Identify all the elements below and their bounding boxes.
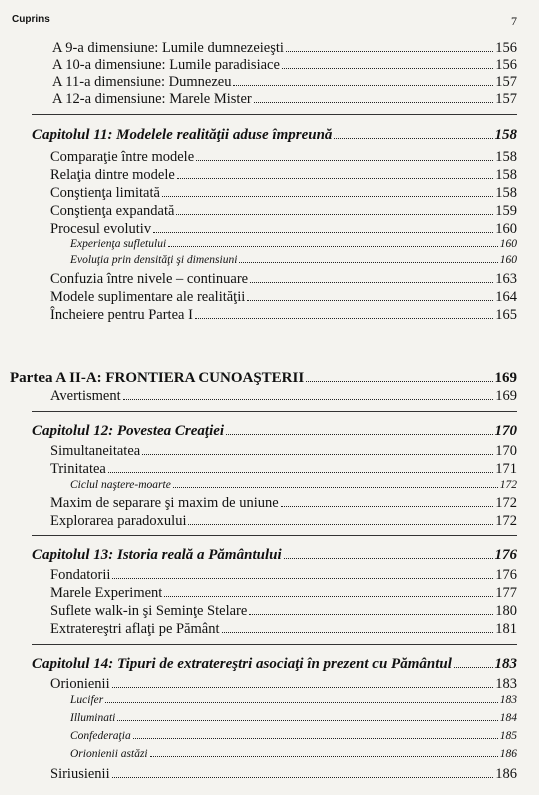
dot-leader <box>195 318 493 319</box>
toc-entry-title: Orionienii astăzi <box>70 748 148 760</box>
toc-entry[interactable] <box>50 289 517 306</box>
toc-entry-page: 186 <box>495 766 517 782</box>
toc-entry[interactable] <box>50 203 517 220</box>
toc-entry-title: Capitolul 14: Tipuri de extratereştri asociaţi în prezent cu Pământul <box>32 656 452 672</box>
toc-entry-title: Trinitatea <box>50 461 106 477</box>
dot-leader <box>153 232 493 233</box>
toc-entry[interactable] <box>50 676 517 693</box>
toc-subentry[interactable] <box>70 694 517 706</box>
toc-entry-page: 158 <box>495 149 517 165</box>
dot-leader <box>282 68 493 69</box>
toc-entry-page: 172 <box>495 513 517 529</box>
section-divider <box>32 535 517 536</box>
toc-entry[interactable] <box>50 513 517 530</box>
toc-entry[interactable] <box>50 149 517 166</box>
toc-entry-title: Siriusienii <box>50 766 110 782</box>
toc-entry-title: Confuzia între nivele – continuare <box>50 271 249 287</box>
toc-entry-page: 165 <box>495 307 517 323</box>
dot-leader <box>162 196 493 197</box>
toc-entry-title: Capitolul 11: Modelele realităţii aduse împreună <box>32 127 333 143</box>
toc-entry-title: Lucifer <box>70 694 104 706</box>
page-number: 7 <box>511 14 517 28</box>
dot-leader <box>306 381 492 382</box>
section-divider <box>32 411 517 412</box>
dot-leader <box>249 614 493 615</box>
toc-entry-title: Procesul evolutiv <box>50 221 152 237</box>
toc-entry-page: 159 <box>495 203 517 219</box>
toc-entry[interactable] <box>52 74 517 91</box>
toc-entry[interactable] <box>50 221 517 238</box>
dot-leader <box>281 506 494 507</box>
toc-entry-title: Conştienţa limitată <box>50 185 160 201</box>
toc-entry-title: A 12-a dimensiune: Marele Mister <box>52 91 252 107</box>
dot-leader <box>188 524 493 525</box>
dot-leader <box>164 596 493 597</box>
toc-entry-page: 180 <box>495 603 517 619</box>
toc-entry-page: 160 <box>495 221 517 237</box>
dot-leader <box>112 687 494 688</box>
dot-leader <box>173 487 498 488</box>
toc-subentry[interactable] <box>70 238 517 250</box>
toc-entry[interactable] <box>52 40 517 57</box>
dot-leader <box>254 102 494 103</box>
dot-leader <box>108 472 493 473</box>
dot-leader <box>247 300 493 301</box>
toc-entry-page: 185 <box>499 730 517 742</box>
toc-entry-page: 157 <box>495 74 517 90</box>
toc-chapter-entry[interactable] <box>32 656 517 673</box>
toc-entry-page: 183 <box>494 656 517 672</box>
dot-leader <box>142 454 493 455</box>
toc-entry-page: 181 <box>495 621 517 637</box>
toc-entry-page: 169 <box>495 388 517 404</box>
toc-entry-page: 170 <box>494 423 517 439</box>
toc-entry-page: 164 <box>495 289 517 305</box>
dot-leader <box>196 160 493 161</box>
toc-subentry[interactable] <box>70 730 517 742</box>
toc-entry[interactable] <box>50 443 517 460</box>
toc-entry-page: 177 <box>495 585 517 601</box>
toc-entry-page: 157 <box>495 91 517 107</box>
toc-entry[interactable] <box>50 495 517 512</box>
toc-entry[interactable] <box>50 388 517 405</box>
dot-leader <box>112 578 493 579</box>
dot-leader <box>105 702 498 703</box>
toc-entry-page: 169 <box>494 370 517 386</box>
toc-entry-page: 158 <box>495 185 517 201</box>
toc-entry[interactable] <box>50 621 517 638</box>
toc-entry-title: Avertisment <box>50 388 121 404</box>
toc-entry-page: 158 <box>494 127 517 143</box>
toc-chapter-entry[interactable] <box>32 423 517 440</box>
toc-entry-page: 176 <box>494 547 517 563</box>
dot-leader <box>454 667 493 668</box>
toc-entry[interactable] <box>52 91 517 108</box>
dot-leader <box>239 262 497 263</box>
dot-leader <box>176 214 493 215</box>
toc-entry-title: Ciclul naştere-moarte <box>70 479 171 491</box>
toc-entry-title: Simultaneitatea <box>50 443 141 459</box>
toc-chapter-entry[interactable] <box>32 547 517 564</box>
toc-subentry[interactable] <box>70 712 517 724</box>
toc-entry-title: Încheiere pentru Partea I <box>50 307 193 323</box>
toc-entry-title: Modele suplimentare ale realităţii <box>50 289 246 305</box>
toc-entry[interactable] <box>50 167 517 184</box>
toc-subentry[interactable] <box>70 748 517 760</box>
toc-entry-title: A 10-a dimensiune: Lumile paradisiace <box>52 57 280 73</box>
toc-entry-page: 176 <box>495 567 517 583</box>
dot-leader <box>117 720 497 721</box>
toc-entry-title: Conştienţa expandată <box>50 203 175 219</box>
toc-entry[interactable] <box>50 585 517 602</box>
dot-leader <box>334 138 492 139</box>
dot-leader <box>222 632 494 633</box>
toc-entry-page: 158 <box>495 167 517 183</box>
dot-leader <box>233 85 493 86</box>
toc-entry-title: Marele Experiment <box>50 585 163 601</box>
dot-leader <box>168 246 498 247</box>
dot-leader <box>150 756 498 757</box>
toc-entry-title: Confederaţia <box>70 730 131 742</box>
toc-entry-title: Experienţa sufletului <box>70 238 167 250</box>
toc-entry-page: 163 <box>495 271 517 287</box>
toc-entry-title: Relaţia dintre modele <box>50 167 175 183</box>
toc-entry-title: Evoluţia prin densităţi şi dimensiuni <box>70 254 238 266</box>
toc-entry-title: Orionienii <box>50 676 110 692</box>
toc-entry-title: Maxim de separare şi maxim de uniune <box>50 495 279 511</box>
toc-entry-title: Explorarea paradoxului <box>50 513 187 529</box>
toc-entry[interactable] <box>52 57 517 74</box>
section-divider <box>32 644 517 645</box>
toc-entry[interactable] <box>50 271 517 288</box>
toc-entry-title: Capitolul 13: Istoria reală a Pământului <box>32 547 282 563</box>
toc-entry[interactable] <box>50 766 517 783</box>
toc-subentry[interactable] <box>70 479 517 491</box>
dot-leader <box>112 777 494 778</box>
dot-leader <box>123 399 494 400</box>
toc-entry-page: 172 <box>495 495 517 511</box>
toc-entry-title: Suflete walk-in şi Seminţe Stelare <box>50 603 248 619</box>
dot-leader <box>250 282 493 283</box>
toc-entry-title: Fondatorii <box>50 567 111 583</box>
toc-entry-page: 183 <box>495 676 517 692</box>
running-head: Cuprins <box>12 14 50 25</box>
toc-entry-title: A 11-a dimensiune: Dumnezeu <box>52 74 232 90</box>
toc-chapter-entry[interactable] <box>32 127 517 144</box>
dot-leader <box>286 51 493 52</box>
toc-entry-title: Capitolul 12: Povestea Creaţiei <box>32 423 225 439</box>
page-header <box>12 14 517 28</box>
toc-entry-page: 184 <box>499 712 517 724</box>
toc-entry-page: 156 <box>495 40 517 56</box>
toc-subentry[interactable] <box>70 254 517 266</box>
toc-entry-title: Illuminati <box>70 712 116 724</box>
toc-entry-page: 172 <box>499 479 517 491</box>
toc-entry-title: Partea A II-A: FRONTIERA CUNOAŞTERII <box>10 370 305 386</box>
toc-entry-page: 170 <box>495 443 517 459</box>
dot-leader <box>226 434 492 435</box>
toc-entry[interactable] <box>50 567 517 584</box>
dot-leader <box>284 558 493 559</box>
toc-entry[interactable] <box>50 185 517 202</box>
dot-leader <box>177 178 493 179</box>
toc-entry-title: Comparaţie între modele <box>50 149 195 165</box>
toc-entry-page: 160 <box>499 238 517 250</box>
toc-entry[interactable] <box>50 307 517 324</box>
toc-entry-page: 156 <box>495 57 517 73</box>
toc-entry-page: 183 <box>499 694 517 706</box>
toc-part-entry[interactable] <box>10 370 517 387</box>
dot-leader <box>133 738 498 739</box>
toc-entry-page: 186 <box>499 748 517 760</box>
section-divider <box>32 114 517 115</box>
toc-entry[interactable] <box>50 461 517 478</box>
toc-entry-page: 171 <box>495 461 517 477</box>
toc-entry-page: 160 <box>499 254 517 266</box>
toc-entry-title: Extratereştri aflaţi pe Pământ <box>50 621 220 637</box>
toc-entry[interactable] <box>50 603 517 620</box>
toc-entry-title: A 9-a dimensiune: Lumile dumnezeieşti <box>52 40 284 56</box>
